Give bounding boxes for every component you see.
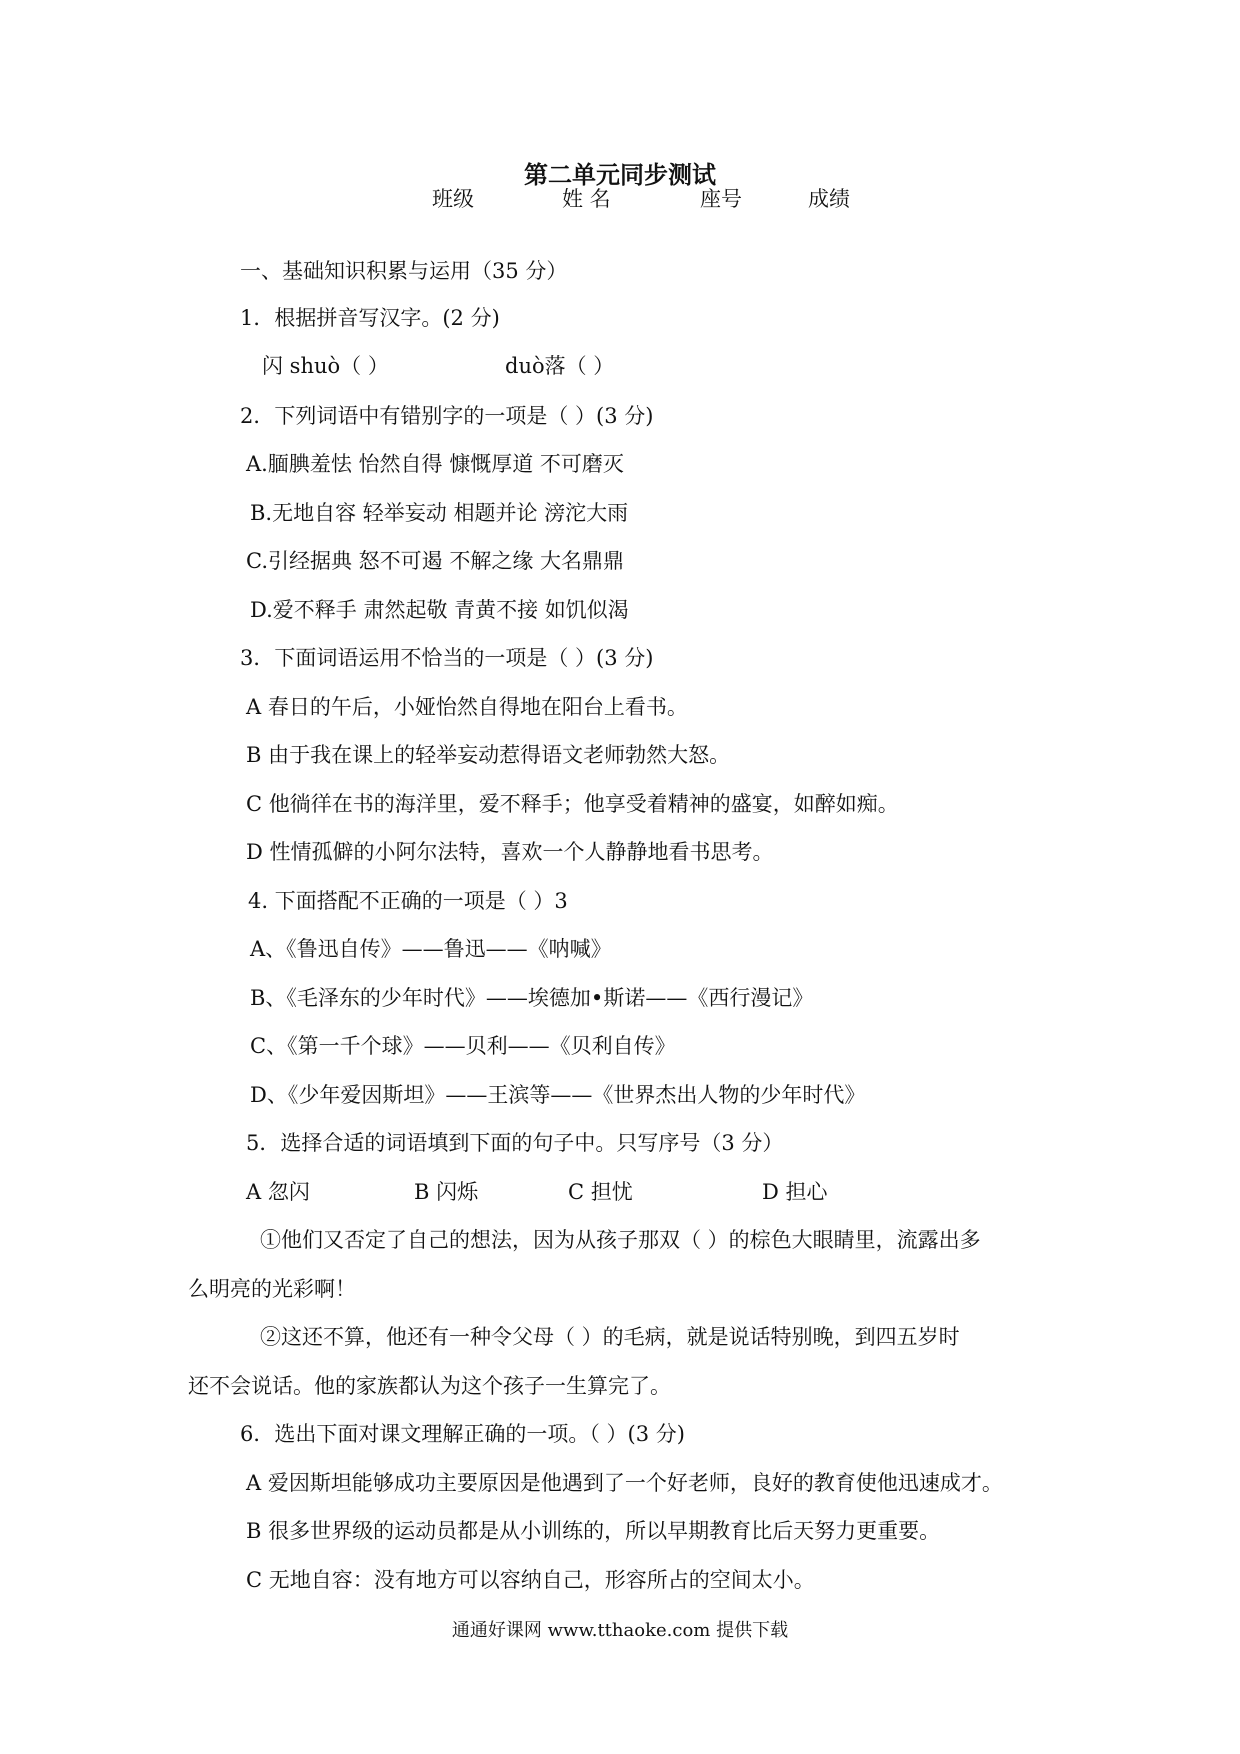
question-2-stem: 2．下列词语中有错别字的一项是（ ）(3 分) — [240, 404, 654, 428]
question-3-option-d: D 性情孤僻的小阿尔法特，喜欢一个人静静地看书思考。 — [246, 840, 774, 864]
question-1-stem: 1．根据拼音写汉字。(2 分) — [240, 306, 500, 330]
question-5-sentence-1: ①他们又否定了自己的想法，因为从孩子那双（ ）的棕色大眼睛里，流露出多 — [260, 1228, 981, 1252]
page-footer: 通通好课网 www.tthaoke.com 提供下载 — [451, 1620, 789, 1641]
question-5-option-d: D 担心 — [762, 1180, 828, 1204]
question-6-option-a: A 爱因斯坦能够成功主要原因是他遇到了一个好老师，良好的教育使他迅速成才。 — [246, 1471, 1003, 1495]
section-heading: 一、基础知识积累与运用（35 分） — [240, 259, 568, 283]
question-6-stem: 6．选出下面对课文理解正确的一项。（ ）(3 分) — [240, 1422, 685, 1446]
question-3-option-b: B 由于我在课上的轻举妄动惹得语文老师勃然大怒。 — [246, 743, 731, 767]
question-5-sentence-1-cont: 么明亮的光彩啊！ — [188, 1277, 356, 1301]
question-4-option-b: B、《毛泽东的少年时代》——埃德加•斯诺——《西行漫记》 — [250, 986, 814, 1010]
question-2-option-c: C.引经据典 怒不可遏 不解之缘 大名鼎鼎 — [246, 549, 625, 573]
question-6-option-c: C 无地自容：没有地方可以容纳自己，形容所占的空间太小。 — [246, 1568, 815, 1592]
question-1-item-a: 闪 shuò（ ） — [262, 354, 389, 378]
page-title: 第二单元同步测试 — [524, 160, 716, 189]
question-6-option-b: B 很多世界级的运动员都是从小训练的，所以早期教育比后天努力更重要。 — [246, 1519, 941, 1543]
seat-field-label: 座号 — [700, 187, 742, 211]
question-4-option-d: D、《少年爱因斯坦》——王滨等——《世界杰出人物的少年时代》 — [250, 1083, 866, 1107]
question-4-option-c: C、《第一千个球》——贝利——《贝利自传》 — [250, 1034, 676, 1058]
question-3-option-c: C 他徜徉在书的海洋里，爱不释手；他享受着精神的盛宴，如醉如痴。 — [246, 792, 899, 816]
question-5-option-b: B 闪烁 — [414, 1180, 479, 1204]
question-5-option-a: A 忽闪 — [246, 1180, 310, 1204]
class-field-label: 班级 — [432, 187, 474, 211]
score-field-label: 成绩 — [808, 187, 850, 211]
question-5-stem: 5．选择合适的词语填到下面的句子中。只写序号（3 分） — [246, 1131, 784, 1155]
name-field-label: 姓 名 — [562, 187, 611, 211]
question-2-option-d: D.爱不释手 肃然起敬 青黄不接 如饥似渴 — [250, 598, 629, 622]
question-2-option-a: A.腼腆羞怯 怡然自得 慷慨厚道 不可磨灭 — [246, 452, 624, 476]
question-5-sentence-2-cont: 还不会说话。他的家族都认为这个孩子一生算完了。 — [188, 1374, 671, 1398]
question-3-option-a: A 春日的午后，小娅怡然自得地在阳台上看书。 — [246, 695, 688, 719]
question-1-item-b: duò落（ ） — [505, 354, 615, 378]
question-4-stem: 4. 下面搭配不正确的一项是（ ）3 — [248, 889, 568, 913]
question-5-sentence-2: ②这还不算，他还有一种令父母（ ）的毛病，就是说话特别晚，到四五岁时 — [260, 1325, 960, 1349]
question-3-stem: 3．下面词语运用不恰当的一项是（ ）(3 分) — [240, 646, 654, 670]
question-5-option-c: C 担忧 — [568, 1180, 633, 1204]
header-fields — [0, 184, 1240, 214]
question-2-option-b: B.无地自容 轻举妄动 相题并论 滂沱大雨 — [250, 501, 629, 525]
question-4-option-a: A、《鲁迅自传》——鲁迅——《呐喊》 — [250, 937, 612, 961]
